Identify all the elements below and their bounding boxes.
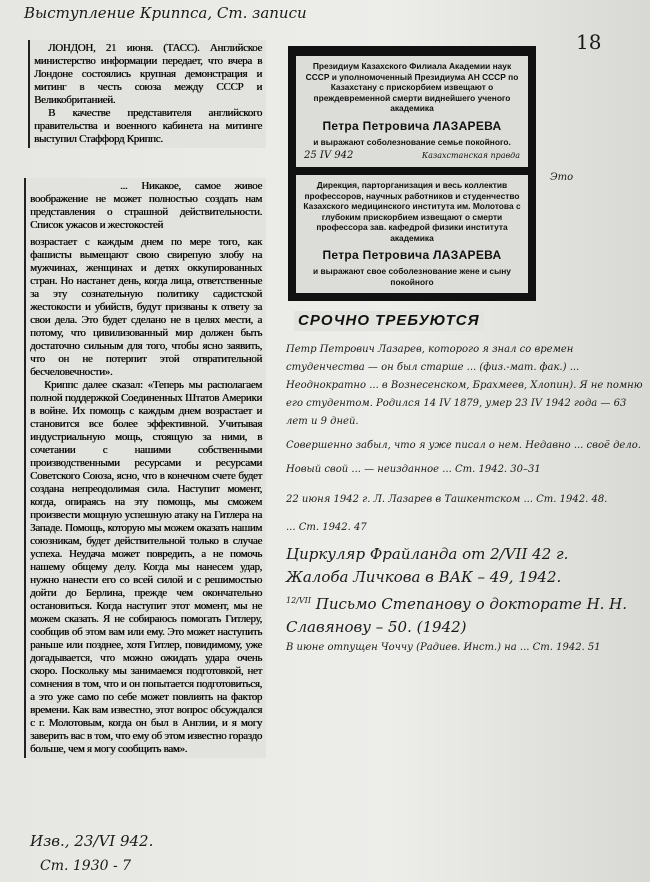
notice-text: Дирекция, парторганизация и весь коллектив профессоров, научных работников и студенчество Казахского медицинского института им. Молотова с глубоким прискорбием извещают о смерти профессора зав. кафедрой физики института академика <box>303 180 521 243</box>
news-clipping-intro <box>24 178 266 234</box>
note-paragraph: В июне отпущен Чоччу (Радиев. Инст.) на ... Ст. 1942. 51 <box>286 642 601 653</box>
notice-closing: и выражают свое соболезнование жене и сыну покойного <box>313 266 511 287</box>
handwritten-notes <box>286 305 646 663</box>
note-paragraph: Совершенно забыл, что я уже писал о нем. Недавно ... своё дело. <box>286 440 641 451</box>
notice-text: Президиум Казахского Филиала Академии наук СССР и уполномоченный Президиума АН СССР по Казахстану с прискорбием извещают о преждевременной смерти виднейшего ученого академика <box>305 61 519 113</box>
note-paragraph: Жалоба Личкова в ВАК – 49, 1942. <box>286 568 562 586</box>
notice-name: Петра Петровича ЛАЗАРЕВА <box>322 248 502 262</box>
footer-source: Изв., 23/VI 942. <box>30 832 154 850</box>
notice-closing: и выражают соболезнование семье покойного. <box>313 136 511 147</box>
note-text: Письмо Степанову о докторате Н. Н. Славянову – 50. (1942) <box>286 595 628 636</box>
handwritten-notes-body <box>286 341 646 657</box>
handwritten-annotation-row <box>304 150 520 161</box>
handwritten-date: 25 IV 942 <box>304 150 354 161</box>
note-paragraph: Петр Петрович Лазарев, которого я знал со времен студенчества — он был старше ... (физ.-мат. фак.) ... Неоднократно ... в Вознесенском, Брахмеев, Хлопин). Я не помню его студентом. Родился 14 IV 1879, умер 23 IV 1942 года — 63 лет и 9 дней. <box>286 344 643 427</box>
note-paragraph: 22 июня 1942 г. Л. Лазарев в Ташкентском ... Ст. 1942. 48. <box>286 494 608 505</box>
note-date: 12/VII <box>286 596 311 605</box>
margin-note: Это <box>550 172 574 183</box>
news-clipping-body <box>24 234 266 758</box>
obituary-notice-institute <box>296 175 528 293</box>
note-paragraph: Новый свой ... — неизданное ... Ст. 1942. 30–31 <box>286 464 541 475</box>
obituary-clipping <box>288 46 536 301</box>
urgent-heading: СРОЧНО ТРЕБУЮТСЯ <box>294 311 484 331</box>
obituary-notice-academy <box>296 56 528 167</box>
header-note: Выступление Криппса, Ст. записи <box>24 4 307 22</box>
clipping-lead-paragraph-2: В качестве представителя английского правительства и военного кабинета на митинге выступил Стаффорд Криппс. <box>34 107 262 145</box>
clipping-paragraph-2: возрастает с каждым днем по мере того, как фашисты вымещают свою свирепую злобу на мужчинах, женщинах и детях оккупированных стран. Но настанет день, когда лица, ответственные за эту сознательную политику садистской жестокости и убийств, будут призваны к ответу за свои дела. Это будет сделано не в целях мести, а потому, что цивилизованный мир должен быть достаточно сильным для того, чтобы ясно заявить, что он не потерпит этой отвратительной бесчеловечности». <box>30 236 262 378</box>
clipping-paragraph-1: ... Никакое, самое живое воображение не может полностью создать нам представления о страшной действительности. Список ужасов и жестокостей <box>30 180 262 231</box>
note-paragraph <box>286 589 646 639</box>
notice-name: Петра Петровича ЛАЗАРЕВА <box>322 118 502 133</box>
note-paragraph: ... Ст. 1942. 47 <box>286 522 367 533</box>
footer-ref: Ст. 1930 - 7 <box>40 858 132 874</box>
clipping-lead-paragraph: ЛОНДОН, 21 июня. (ТАСС). Английское министерство информации передает, что вчера в Лондоне состоялись крупная демонстрация и митинг в честь союза между СССР и Великобританией. <box>34 42 262 106</box>
handwritten-source: Казахстанская правда <box>421 151 520 160</box>
news-clipping-lead <box>28 40 266 148</box>
page-number: 18 <box>576 30 602 54</box>
note-paragraph: Циркуляр Фрайланда от 2/VII 42 г. <box>286 545 569 563</box>
clipping-paragraph-3: Криппс далее сказал: «Теперь мы располагаем полной поддержкой Соединенных Штатов Америки в войне. Их помощь с каждым днем возрастает и становится все более эффективной. Учитывая индустриальную мощь, стоящую за ними, в сочетании с нашими собственными производственными ресурсами и ресурсами Советского Союза, ясно, что в конечном счете будет создана непреодолимая сила. Наступит момент, когда, опираясь на эту помощь, мы сможем произвести мощную успешную атаку на Гитлера на Западе. Помощь, которую мы можем оказать нашим союзникам, будет действительной только в случае успеха. Неудача может повредить, а не помочь нашему общему делу. Когда мы нанесем удар, нужно нанести его со всей силой и с решимостью дойти до Берлина, прежде чем окончательно остановиться. Когда наступит этот момент, мы не можем сказать. Я не собираюсь помогать Гитлеру, сообщив об этом вам или ему. Это может наступить раньше или позднее, хотя Гитлер, повидимому, уже догадывается, что можно ожидать удара очень скоро. Поскольку мы занимаемся подготовкой, нет сомнения в том, что и он попытается подготовиться, а это уже само по себе может повлиять на фактор времени. Как вам известно, этот вопрос обсуждался с г. Молотовым, когда он был в Англии, и я могу заверить вас в том, что ему об этом известно гораздо больше, чем я могу сообщить вам». <box>30 379 262 755</box>
